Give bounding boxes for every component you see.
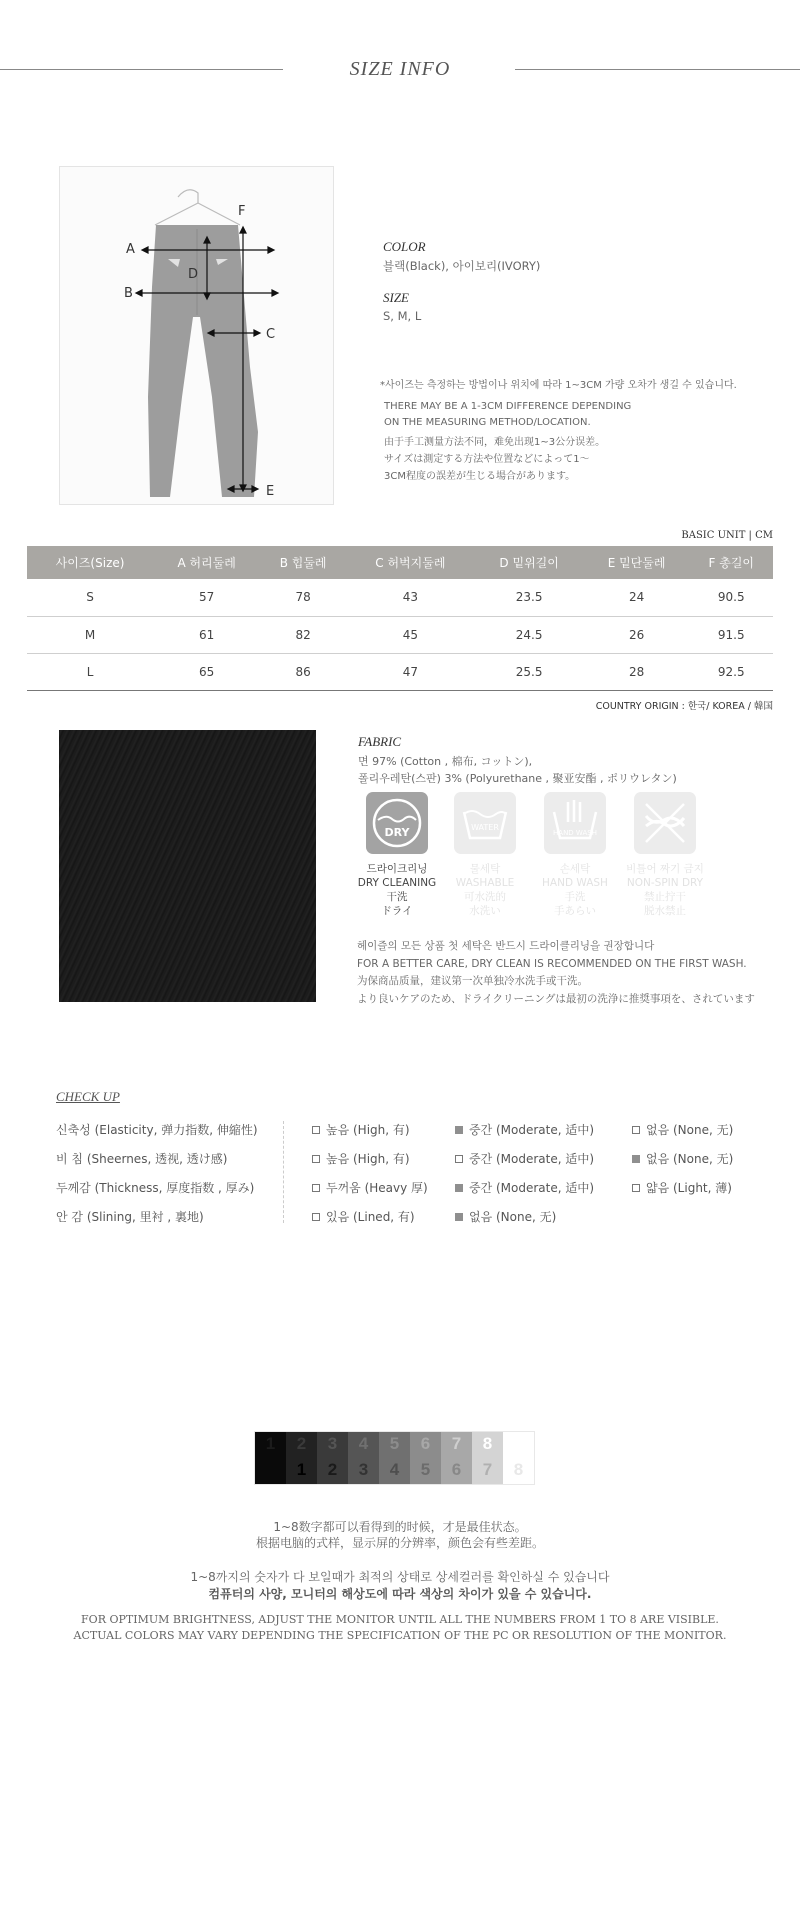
checkup-label-sheerness: 비 침 (Sheernes, 透视, 透け感) — [56, 1152, 228, 1166]
svg-text:DRY: DRY — [384, 826, 410, 839]
brightness-cell: 6 5 — [410, 1432, 441, 1484]
brightness-note-ko-1: 1~8까지의 숫자가 다 보일때가 최적의 상태로 상세컬러를 확인하실 수 있습니다 — [190, 1570, 610, 1584]
checkup-title: CHECK UP — [56, 1089, 120, 1104]
brightness-cell: 7 6 — [441, 1432, 472, 1484]
brightness-cell: 2 1 — [286, 1432, 317, 1484]
fabric-line-2: 폴리우레탄(스판) 3% (Polyurethane , 聚亚安酯 , ポリウレタン) — [358, 772, 677, 785]
checkup-option: 두꺼움 (Heavy 厚) — [312, 1179, 428, 1196]
table-header: B 힙둘레 — [260, 546, 346, 579]
table-header: F 총길이 — [690, 546, 773, 579]
table-cell: 24 — [584, 579, 690, 616]
table-cell: 26 — [584, 616, 690, 653]
checkup-option-selected: 중간 (Moderate, 适中) — [455, 1121, 594, 1138]
size-label: SIZE — [383, 290, 409, 305]
no-wring-icon — [634, 792, 696, 854]
checkup-option: 얇음 (Light, 薄) — [632, 1179, 732, 1196]
size-note-en-2: ON THE MEASURING METHOD/LOCATION. — [384, 417, 591, 428]
table-cell: 47 — [346, 653, 475, 690]
checkup-option-selected: 없음 (None, 无) — [632, 1150, 733, 1167]
table-header: 사이즈(Size) — [27, 546, 153, 579]
table-cell: M — [27, 616, 153, 653]
checkup-option: 중간 (Moderate, 适中) — [455, 1150, 594, 1167]
label-b: B — [124, 286, 133, 301]
table-header: E 밑단둘레 — [584, 546, 690, 579]
checkup-divider — [283, 1121, 284, 1223]
care-text-hand: 손세탁 HAND WASH 手洗 手あらい — [542, 863, 608, 917]
care-text-nospin: 비틀어 짜기 금지 NON-SPIN DRY 禁止拧干 脱水禁止 — [626, 863, 704, 917]
size-value: S, M, L — [383, 309, 422, 323]
fabric-line-1: 면 97% (Cotton , 棉布, コットン), — [358, 755, 533, 768]
care-text-dry: 드라이크리닝 DRY CLEANING 干洗 ドライ — [357, 863, 437, 917]
brightness-note-zh-2: 根据电脑的式样，显示屏的分辨率，颜色会有些差距。 — [255, 1536, 544, 1550]
pants-illustration — [60, 167, 335, 506]
brightness-cell: 8 — [503, 1432, 534, 1484]
brightness-cell: 8 7 — [472, 1432, 503, 1484]
table-cell: 65 — [153, 653, 260, 690]
table-cell: 23.5 — [475, 579, 584, 616]
brightness-note-en-1: FOR OPTIMUM BRIGHTNESS, ADJUST THE MONITOR UNTIL ALL THE NUMBERS FROM 1 TO 8 ARE VISIBLE. — [81, 1613, 719, 1626]
checkup-option-selected: 중간 (Moderate, 适中) — [455, 1179, 594, 1196]
country-origin: COUNTRY ORIGIN : 한국/ KOREA / 韓国 — [595, 701, 773, 712]
table-header: C 허벅지둘레 — [346, 546, 475, 579]
pants-measurement-diagram — [59, 166, 334, 505]
size-note-zh: 由于手工测量方法不同，难免出现1~3公分误差。 — [384, 437, 606, 448]
basic-unit-label: BASIC UNIT | CM — [681, 530, 773, 541]
table-cell: 91.5 — [690, 616, 773, 653]
table-cell: 45 — [346, 616, 475, 653]
svg-text:WATER: WATER — [471, 823, 499, 832]
table-cell: 92.5 — [690, 653, 773, 690]
brightness-cell: 4 3 — [348, 1432, 379, 1484]
table-cell: 43 — [346, 579, 475, 616]
table-row — [27, 579, 773, 616]
fabric-swatch-image — [59, 730, 316, 1002]
table-header: A 허리둘레 — [153, 546, 260, 579]
brightness-test-strip — [254, 1431, 535, 1485]
checkup-option: 높음 (High, 有) — [312, 1121, 410, 1138]
size-table — [27, 546, 773, 691]
table-row — [27, 653, 773, 690]
wash-notice: 헤이즐의 모든 상품 첫 세탁은 반드시 드라이클리닝을 권장합니다 FOR A BETTER CARE, DRY CLEAN IS RECOMMENDED ON THE FIRST WASH. 为保商品质量，建议第一次单独冷水洗手或干洗。 より良いケアのため、ドライクリーニングは最初の洗浄に推奨事項を、されています — [357, 940, 755, 1005]
table-cell: L — [27, 653, 153, 690]
page-title: SIZE INFO — [349, 58, 451, 80]
color-label: COLOR — [383, 239, 426, 254]
water-wash-icon — [454, 792, 516, 854]
label-a: A — [126, 242, 135, 257]
table-cell: 24.5 — [475, 616, 584, 653]
label-c: C — [266, 327, 276, 342]
brightness-cell: 1 — [255, 1432, 286, 1484]
brightness-note-en-2: ACTUAL COLORS MAY VARY DEPENDING THE SPECIFICATION OF THE PC OR RESOLUTION OF THE MONITOR. — [73, 1629, 727, 1642]
table-cell: 61 — [153, 616, 260, 653]
size-note-en-1: THERE MAY BE A 1-3CM DIFFERENCE DEPENDING — [384, 401, 632, 412]
table-cell: 28 — [584, 653, 690, 690]
dry-clean-icon — [366, 792, 428, 854]
size-note-ja-2: 3CM程度の誤差が生じる場合があります。 — [384, 471, 576, 482]
table-header-row — [27, 546, 773, 579]
checkup-label-thickness: 두께감 (Thickness, 厚度指数 , 厚み) — [56, 1181, 255, 1195]
checkup-option: 있음 (Lined, 有) — [312, 1208, 415, 1225]
size-note-ko: *사이즈는 측정하는 방법이나 위치에 따라 1~3CM 가량 오차가 생길 수 있습니다. — [380, 380, 737, 391]
checkup-option: 높음 (High, 有) — [312, 1150, 410, 1167]
size-note-ja-1: サイズは測定する方法や位置などによって1～ — [384, 454, 590, 465]
fabric-label: FABRIC — [358, 734, 402, 749]
checkup-option: 없음 (None, 无) — [632, 1121, 733, 1138]
table-cell: S — [27, 579, 153, 616]
label-d: D — [188, 267, 199, 282]
brightness-cell: 5 4 — [379, 1432, 410, 1484]
label-e: E — [266, 484, 275, 499]
table-row — [27, 616, 773, 653]
checkup-option-selected: 없음 (None, 无) — [455, 1208, 556, 1225]
table-cell: 86 — [260, 653, 346, 690]
care-text-water: 물세탁 WASHABLE 可水洗的 水洗い — [455, 863, 515, 917]
brightness-note-zh-1: 1~8数字都可以看得到的时候，才是最佳状态。 — [273, 1520, 527, 1534]
table-cell: 82 — [260, 616, 346, 653]
brightness-note-ko-2: 컴퓨터의 사양, 모니터의 해상도에 따라 색상의 차이가 있을 수 있습니다. — [208, 1587, 592, 1601]
checkup-label-elasticity: 신축성 (Elasticity, 弹力指数, 伸縮性) — [56, 1123, 258, 1137]
table-cell: 57 — [153, 579, 260, 616]
checkup-label-lining: 안 감 (Slining, 里衬 , 裏地) — [56, 1210, 204, 1224]
brightness-cell: 3 2 — [317, 1432, 348, 1484]
color-value: 블랙(Black), 아이보리(IVORY) — [383, 259, 541, 273]
table-cell: 25.5 — [475, 653, 584, 690]
svg-text:HAND WASH: HAND WASH — [553, 829, 597, 837]
table-cell: 78 — [260, 579, 346, 616]
table-cell: 90.5 — [690, 579, 773, 616]
table-header: D 밑위길이 — [475, 546, 584, 579]
hand-wash-icon — [544, 792, 606, 854]
label-f: F — [238, 204, 246, 219]
